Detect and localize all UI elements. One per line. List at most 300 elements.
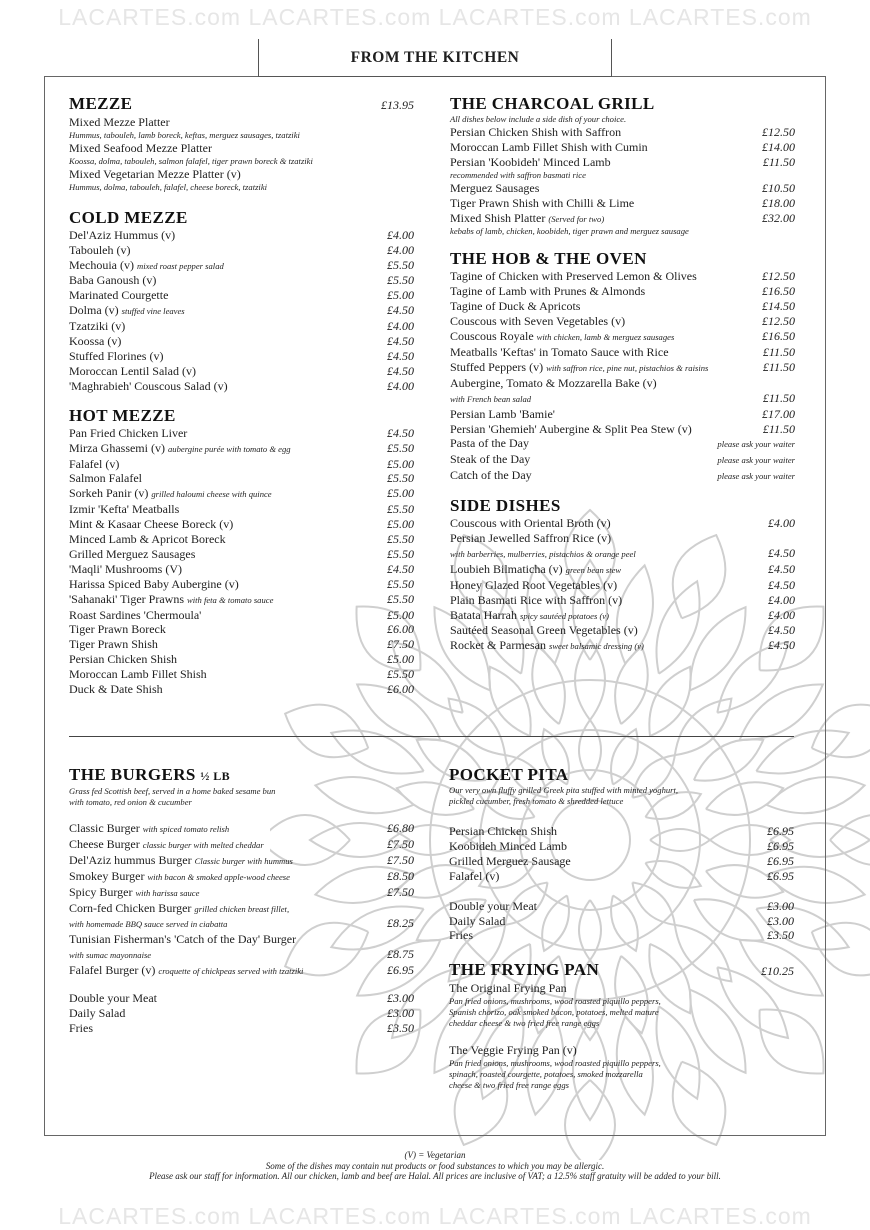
menu-item-left xyxy=(69,991,157,1006)
section-divider xyxy=(69,736,794,737)
menu-item-price: £4.50 xyxy=(387,363,414,378)
menu-item-left xyxy=(450,345,669,360)
footer-allergy-note: Some of the dishes may contain nut products or food substances to which you may be allergic. xyxy=(265,1160,605,1171)
menu-item-name: Persian Chicken Shish xyxy=(449,824,557,838)
menu-item-name: Plain Basmati Rice with Saffron (v) xyxy=(450,592,623,607)
menu-item xyxy=(450,531,795,546)
menu-item-name: Mechouia (v) xyxy=(69,257,134,272)
mezze-price: £13.95 xyxy=(381,98,414,112)
menu-item-sub: Koossa, dolma, tabouleh, salmon falafel, tiger prawn boreck & tzatziki xyxy=(69,155,313,166)
menu-item-price: £5.50 xyxy=(387,576,414,591)
burgers-title-text: THE BURGERS xyxy=(69,765,196,784)
menu-item-name: Koossa (v) xyxy=(69,334,122,349)
menu-item xyxy=(450,196,795,211)
menu-item-description-line: cheddar cheese & two fried free range eggs xyxy=(449,1018,600,1029)
menu-item-left xyxy=(69,821,229,837)
menu-item xyxy=(69,273,414,288)
menu-item-description: with spiced tomato relish xyxy=(142,824,230,834)
menu-item-name: Persian Lamb 'Bamie' xyxy=(450,406,555,421)
menu-item-price: £4.50 xyxy=(768,545,795,560)
menu-item-name: Del'Aziz hummus Burger xyxy=(69,852,192,867)
frying-pan-price: £10.25 xyxy=(761,964,794,979)
menu-item xyxy=(69,288,414,303)
menu-item xyxy=(69,608,414,623)
menu-item-left xyxy=(450,593,622,608)
menu-item-subline xyxy=(69,947,414,963)
menu-item-price: £5.00 xyxy=(387,456,414,471)
pocket-pita-note-1: Our very own fluffy grilled Greek pita stuffed with minted yoghurt, xyxy=(449,785,679,795)
menu-item-left xyxy=(69,319,125,334)
menu-item-name: Persian 'Ghemieh' Aubergine & Split Pea Stew (v) xyxy=(450,421,692,436)
menu-item-name: Daily Salad xyxy=(69,1005,126,1020)
menu-item-price: £6.95 xyxy=(767,868,794,883)
menu-item xyxy=(69,334,414,349)
menu-item-left xyxy=(69,901,289,917)
menu-item-description: with chicken, lamb & merguez sausages xyxy=(536,332,675,343)
menu-item-price: £5.50 xyxy=(387,667,414,682)
menu-item-price: £4.00 xyxy=(387,378,414,393)
menu-item xyxy=(449,914,794,929)
menu-item-name: Loubieh Bilmaticha (v) xyxy=(450,561,563,576)
menu-item-sub: Hummus, tabouleh, lamb boreck, keftas, merguez sausages, tzatziki xyxy=(69,129,300,140)
menu-item-left xyxy=(69,228,175,243)
menu-item-name: Moroccan Lentil Salad (v) xyxy=(69,363,196,378)
menu-item-description-line: Spanish chorizo, oak smoked bacon, potatoes, melted mature xyxy=(449,1007,659,1018)
menu-item-left xyxy=(69,1021,93,1036)
menu-item-name: Corn-fed Chicken Burger xyxy=(69,900,192,915)
menu-item xyxy=(69,869,414,885)
menu-item xyxy=(69,932,414,947)
menu-item-name: Falafel (v) xyxy=(69,456,120,471)
menu-item-left xyxy=(450,608,609,624)
menu-item-price: £4.50 xyxy=(768,623,795,638)
menu-item xyxy=(450,638,795,654)
menu-item-description: green bean stew xyxy=(565,564,622,575)
menu-item-left xyxy=(69,441,291,457)
menu-item-left xyxy=(69,869,290,885)
menu-item-price: £4.00 xyxy=(768,607,795,622)
menu-item-left xyxy=(69,853,293,869)
menu-item-price: £5.00 xyxy=(387,607,414,622)
menu-item xyxy=(450,407,795,422)
menu-item-price: £4.00 xyxy=(387,319,414,334)
menu-item-price: £18.00 xyxy=(762,195,795,210)
menu-item-left xyxy=(450,284,645,299)
menu-item xyxy=(69,901,414,917)
menu-item-name: Fries xyxy=(449,928,473,943)
pocket-pita-extras xyxy=(449,899,794,944)
menu-item-price: £7.50 xyxy=(387,637,414,652)
burgers-extras xyxy=(69,991,414,1036)
hot-mezze-title: HOT MEZZE xyxy=(69,405,176,425)
menu-item-left xyxy=(69,471,142,486)
menu-item xyxy=(69,1006,414,1021)
menu-item xyxy=(450,125,795,140)
menu-item-description: croquette of chickpeas served with tzatziki xyxy=(158,966,304,977)
cold-mezze-list xyxy=(69,228,414,394)
menu-item-price: £4.00 xyxy=(387,242,414,257)
menu-item-left xyxy=(449,824,557,839)
menu-item-price: please ask your waiter xyxy=(717,455,795,466)
menu-item-name: Cheese Burger xyxy=(69,836,140,851)
menu-item-price: £5.50 xyxy=(387,440,414,455)
menu-item-name: Honey Glazed Root Vegetables (v) xyxy=(450,577,618,592)
frying-pan-title: THE FRYING PAN xyxy=(449,960,600,980)
menu-item-name: Grilled Merguez Sausages xyxy=(69,546,196,561)
pocket-pita-list xyxy=(449,824,794,884)
menu-item-left xyxy=(69,652,177,667)
menu-item-price: £5.50 xyxy=(387,532,414,547)
menu-item-price: £14.50 xyxy=(762,299,795,314)
menu-item-left xyxy=(450,140,648,155)
menu-item-name: Persian Chicken Shish xyxy=(69,652,177,667)
menu-item-name: Catch of the Day xyxy=(450,468,532,483)
menu-item-description: with harissa sauce xyxy=(135,887,200,898)
menu-item xyxy=(450,140,795,155)
mezze-title: MEZZE xyxy=(69,94,133,113)
menu-item-left xyxy=(69,486,272,502)
menu-item-price: £4.50 xyxy=(768,577,795,592)
menu-item xyxy=(69,441,414,457)
menu-item-price: £4.50 xyxy=(768,561,795,576)
menu-item xyxy=(449,824,794,839)
menu-item-left xyxy=(69,379,228,394)
menu-item-name: Falafel Burger (v) xyxy=(69,963,156,978)
menu-item xyxy=(69,637,414,652)
menu-item xyxy=(69,303,414,319)
menu-item-left xyxy=(450,269,697,284)
menu-item-price: £5.50 xyxy=(387,471,414,486)
menu-item xyxy=(450,269,795,284)
menu-item-price: £6.95 xyxy=(767,838,794,853)
menu-item-sub: Hummus, dolma, tabouleh, falafel, cheese boreck, tzatziki xyxy=(69,181,268,192)
menu-item-name: Sorkeh Panir (v) xyxy=(69,486,149,501)
menu-item xyxy=(449,869,794,884)
hob-oven-title: THE HOB & THE OVEN xyxy=(450,249,647,269)
menu-item-description: with feta & tomato sauce xyxy=(187,594,274,605)
menu-item-left xyxy=(449,839,567,854)
menu-item-price: £11.50 xyxy=(762,421,795,436)
cold-mezze-title: COLD MEZZE xyxy=(69,207,188,227)
menu-item-left xyxy=(450,531,611,546)
menu-item-name: Grilled Merguez Sausage xyxy=(449,853,571,868)
menu-item-left xyxy=(450,314,625,329)
menu-item-price: £12.50 xyxy=(762,125,795,139)
left-lower-column xyxy=(69,765,414,1036)
menu-item-name: Persian 'Koobideh' Minced Lamb xyxy=(450,154,611,169)
menu-item-left xyxy=(69,592,273,608)
menu-item-name: Persian Chicken Shish with Saffron xyxy=(450,125,622,139)
menu-item xyxy=(69,821,414,837)
menu-item-price: £8.75 xyxy=(387,947,414,962)
menu-item-price: £12.50 xyxy=(762,269,795,284)
menu-item-name: Roast Sardines 'Chermoula' xyxy=(69,607,202,622)
menu-item xyxy=(69,622,414,637)
menu-item-name: Double your Meat xyxy=(69,991,157,1006)
menu-item xyxy=(69,349,414,364)
menu-item xyxy=(69,991,414,1006)
menu-item-name: Double your Meat xyxy=(449,898,537,913)
menu-item-price: £5.00 xyxy=(387,517,414,532)
menu-item xyxy=(450,623,795,638)
menu-item-description: mixed roast pepper salad xyxy=(136,260,224,271)
menu-item-left xyxy=(449,928,473,943)
menu-item-price: £4.00 xyxy=(387,227,414,242)
menu-item-name: Tiger Prawn Shish with Chilli & Lime xyxy=(450,195,635,210)
menu-item-price: £5.50 xyxy=(387,546,414,561)
menu-item xyxy=(69,517,414,532)
menu-item xyxy=(69,502,414,517)
menu-item-price: please ask your waiter xyxy=(717,471,795,482)
menu-item-description: Classic burger with hummus xyxy=(194,855,293,866)
menu-item-description-line: spinach, roasted courgette, potatoes, smoked mozzarella xyxy=(449,1069,643,1080)
menu-item xyxy=(69,532,414,547)
menu-item-sub: with French bean salad xyxy=(450,393,532,404)
menu-item-name: Pan Fried Chicken Liver xyxy=(69,425,188,440)
menu-item-price: £4.50 xyxy=(387,334,414,349)
menu-item-price: £14.00 xyxy=(762,139,795,154)
menu-item-left xyxy=(450,360,708,376)
menu-item-name: Duck & Date Shish xyxy=(69,682,163,697)
menu-item-price: £6.95 xyxy=(387,963,414,978)
menu-item-name: Tiger Prawn Shish xyxy=(69,637,158,652)
menu-item xyxy=(450,452,795,468)
menu-item-description: with bacon & smoked apple-wood cheese xyxy=(147,871,290,882)
menu-item-name: Koobideh Minced Lamb xyxy=(449,838,567,853)
menu-item-price: £5.50 xyxy=(387,591,414,606)
menu-item-left xyxy=(450,578,617,593)
menu-item-left xyxy=(450,452,530,467)
menu-item-left xyxy=(69,532,226,547)
menu-item-description: spicy sautéed potatoes (v) xyxy=(519,610,609,621)
menu-item-price: £5.00 xyxy=(387,652,414,667)
menu-item-left xyxy=(69,303,185,319)
menu-item-sub: with homemade BBQ sauce served in ciabatta xyxy=(69,919,228,930)
menu-item-left xyxy=(450,211,604,227)
menu-item-name: Harissa Spiced Baby Aubergine (v) xyxy=(69,576,239,591)
menu-item-description: aubergine purée with tomato & egg xyxy=(167,443,291,454)
menu-item-left xyxy=(69,667,207,682)
menu-item-name: Mirza Ghassemi (v) xyxy=(69,440,165,455)
burgers-title xyxy=(69,765,414,786)
menu-item-left xyxy=(450,155,611,170)
mezze-list xyxy=(69,115,414,193)
menu-item xyxy=(69,243,414,258)
menu-item-description: (Served for two) xyxy=(548,213,605,224)
menu-item-description: classic burger with melted cheddar xyxy=(142,839,264,850)
menu-item-name: Steak of the Day xyxy=(450,452,531,467)
menu-item-name: Mixed Seafood Mezze Platter xyxy=(69,140,212,155)
menu-item-left xyxy=(450,562,621,578)
menu-item-price: £4.50 xyxy=(387,303,414,318)
menu-item-left xyxy=(69,517,233,532)
menu-item-left xyxy=(450,407,555,422)
menu-item-left xyxy=(69,547,195,562)
side-dishes-title: SIDE DISHES xyxy=(450,496,561,516)
menu-item-left xyxy=(69,1006,125,1021)
right-lower-column xyxy=(449,765,794,1091)
menu-item-left xyxy=(69,243,130,258)
menu-item-name: Tunisian Fisherman's 'Catch of the Day' Burger xyxy=(69,932,297,947)
menu-item-left xyxy=(69,837,264,853)
menu-item-price: £8.50 xyxy=(387,868,414,883)
right-upper-column xyxy=(450,94,795,654)
menu-item-description-line: Pan fried onions, mushrooms, wood roasted piquillo peppers, xyxy=(449,996,661,1007)
menu-item xyxy=(450,468,795,484)
menu-item-name: Merguez Sausages xyxy=(450,180,540,195)
menu-item xyxy=(69,426,414,441)
footer-vegetarian-note: (V) = Vegetarian xyxy=(404,1150,466,1160)
menu-item-name: Classic Burger xyxy=(69,821,140,835)
charcoal-grill-list xyxy=(450,125,795,237)
menu-item-description: grilled haloumi cheese with quince xyxy=(151,489,272,500)
menu-item-name: Tagine of Lamb with Prunes & Almonds xyxy=(450,284,646,299)
menu-item-name: Batata Harrah xyxy=(450,607,517,622)
charcoal-grill-note: All dishes below include a side dish of your choice. xyxy=(450,114,627,124)
menu-item-left xyxy=(450,422,692,437)
hob-oven-list xyxy=(450,269,795,484)
menu-item-name: Moroccan Lamb Fillet Shish xyxy=(69,667,207,682)
menu-item-price: £6.00 xyxy=(387,622,414,637)
menu-item-price: £11.50 xyxy=(762,154,795,169)
pocket-pita-note-2: pickled cucumber, fresh tomato & shredded lettuce xyxy=(449,796,624,806)
menu-item-price: £3.00 xyxy=(767,898,794,913)
menu-item-left xyxy=(69,608,201,623)
menu-item-left xyxy=(69,288,168,303)
menu-item-name: Spicy Burger xyxy=(69,884,133,899)
menu-item-left xyxy=(449,854,571,869)
page-title: FROM THE KITCHEN xyxy=(258,39,612,77)
menu-item-description: stuffed vine leaves xyxy=(121,306,185,317)
menu-item-price: £11.50 xyxy=(762,344,795,359)
menu-item-left xyxy=(450,329,674,345)
menu-item-name: Stuffed Peppers (v) xyxy=(450,359,544,374)
menu-item xyxy=(450,345,795,360)
menu-item-price: £4.50 xyxy=(387,561,414,576)
menu-item xyxy=(450,155,795,170)
burgers-note-2: with tomato, red onion & cucumber xyxy=(69,797,192,807)
frying-pan-list xyxy=(449,981,794,1091)
menu-item-left xyxy=(69,502,179,517)
menu-item-subline xyxy=(69,916,414,932)
menu-item-left xyxy=(450,436,529,451)
menu-item-left xyxy=(450,638,644,654)
menu-item-left xyxy=(69,258,224,274)
menu-item-price: £16.50 xyxy=(762,329,795,344)
menu-item xyxy=(450,376,795,391)
menu-item xyxy=(69,652,414,667)
menu-item-price: £4.50 xyxy=(387,348,414,363)
menu-item-price: £3.00 xyxy=(387,991,414,1006)
menu-item-name: Couscous Royale xyxy=(450,329,534,344)
menu-item-name: Stuffed Florines (v) xyxy=(69,348,164,363)
menu-item-price: £8.25 xyxy=(387,916,414,931)
menu-item-left xyxy=(69,426,187,441)
menu-item xyxy=(69,379,414,394)
menu-item-left xyxy=(69,562,182,577)
menu-item-price: £10.50 xyxy=(762,180,795,195)
menu-item xyxy=(450,329,795,345)
menu-item-price: £6.95 xyxy=(767,853,794,868)
menu-item-name: Baba Ganoush (v) xyxy=(69,273,157,288)
menu-item-name: 'Maqli' Mushrooms (V) xyxy=(69,561,182,576)
menu-item-price: £3.00 xyxy=(387,1005,414,1020)
menu-item-left xyxy=(450,623,638,638)
menu-item-price: £12.50 xyxy=(762,314,795,329)
menu-item-name: Tiger Prawn Boreck xyxy=(69,622,166,637)
menu-item-name: Rocket & Parmesan xyxy=(450,638,546,653)
footer-note xyxy=(60,1150,810,1182)
menu-item-name: 'Maghrabieh' Couscous Salad (v) xyxy=(69,378,228,393)
menu-item-left xyxy=(69,457,119,472)
menu-item xyxy=(449,928,794,943)
hot-mezze-list xyxy=(69,426,414,697)
menu-item-left xyxy=(450,376,657,391)
menu-item xyxy=(450,284,795,299)
menu-item xyxy=(69,319,414,334)
menu-item-name: Tabouleh (v) xyxy=(69,242,131,257)
menu-item xyxy=(69,258,414,274)
menu-item-left xyxy=(69,682,163,697)
menu-item xyxy=(450,360,795,376)
menu-item-price: £16.50 xyxy=(762,284,795,299)
menu-item xyxy=(69,457,414,472)
left-upper-column xyxy=(69,94,414,697)
menu-item-left xyxy=(69,932,296,947)
menu-item-name: Izmir 'Kefta' Meatballs xyxy=(69,502,180,517)
menu-item xyxy=(450,516,795,531)
menu-item-left xyxy=(450,299,580,314)
menu-item-name: Couscous with Seven Vegetables (v) xyxy=(450,314,626,329)
menu-item-sub: with barberries, mulberries, pistachios & orange peel xyxy=(450,548,636,559)
watermark-bottom: LACARTES.com LACARTES.com LACARTES.com LACARTES.com xyxy=(58,1203,812,1229)
menu-item-name: The Veggie Frying Pan (v) xyxy=(449,1043,577,1058)
menu-item-name: Aubergine, Tomato & Mozzarella Bake (v) xyxy=(450,375,657,390)
menu-item-name: Falafel (v) xyxy=(449,868,500,883)
menu-item-price: £7.50 xyxy=(387,852,414,867)
menu-item-left xyxy=(69,963,303,979)
menu-item-left xyxy=(69,622,166,637)
menu-item xyxy=(69,486,414,502)
menu-item-name: Salmon Falafel xyxy=(69,471,142,486)
menu-item-name: Couscous with Oriental Broth (v) xyxy=(450,516,611,531)
menu-item-sub: with sumac mayonnaise xyxy=(69,950,152,961)
menu-item xyxy=(69,562,414,577)
menu-item xyxy=(450,314,795,329)
menu-item-left xyxy=(69,577,239,592)
menu-item-name: The Original Frying Pan xyxy=(449,981,567,996)
menu-item-left xyxy=(450,181,539,196)
menu-item xyxy=(69,1021,414,1036)
menu-item-description: with saffron rice, pine nut, pistachios & raisins xyxy=(546,362,709,373)
menu-item-name: Dolma (v) xyxy=(69,303,119,318)
menu-item-name: Smokey Burger xyxy=(69,868,145,883)
menu-item-name: Mixed Shish Platter xyxy=(450,210,546,225)
menu-item-left xyxy=(69,334,121,349)
menu-item-price: £7.50 xyxy=(387,884,414,899)
menu-item-name: Sautéed Seasonal Green Vegetables (v) xyxy=(450,623,638,638)
menu-item-name: Fries xyxy=(69,1020,93,1035)
menu-item xyxy=(449,899,794,914)
menu-item-price: £6.95 xyxy=(767,824,794,838)
menu-item xyxy=(449,839,794,854)
menu-item-name: 'Sahanaki' Tiger Prawns xyxy=(69,591,184,606)
menu-item-price: £4.50 xyxy=(768,638,795,653)
menu-item xyxy=(450,211,795,227)
menu-item xyxy=(450,608,795,624)
menu-item-left xyxy=(450,516,611,531)
menu-item xyxy=(69,471,414,486)
